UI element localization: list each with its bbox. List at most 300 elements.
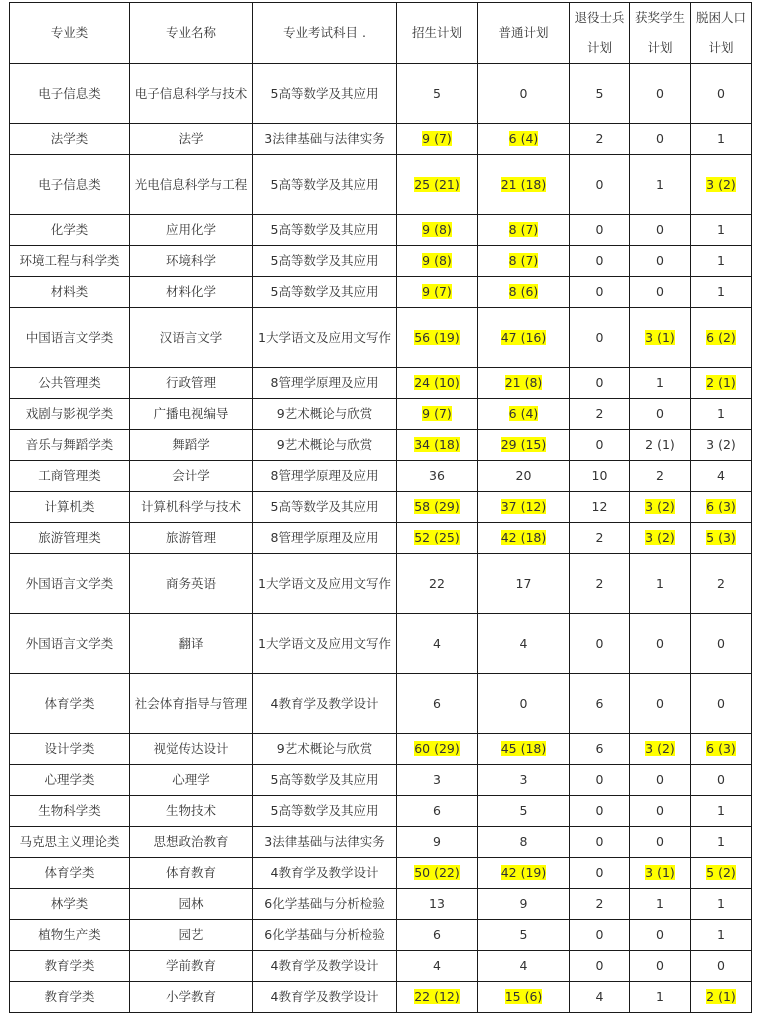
- cell-category: [10, 461, 130, 492]
- cell-total-plan-text: 13: [429, 896, 445, 911]
- cell-normal-plan-text: 6 (4): [508, 131, 539, 146]
- cell-poverty-plan: [691, 308, 752, 368]
- cell-award-plan-text: 3 (2): [645, 530, 675, 545]
- cell-poverty-plan-text: 0: [717, 635, 725, 651]
- cell-veteran-plan: [570, 155, 630, 215]
- table-row: [10, 796, 752, 827]
- cell-veteran-plan: [570, 674, 630, 734]
- cell-normal-plan: [478, 277, 570, 308]
- cell-poverty-plan: [691, 399, 752, 430]
- cell-category: [10, 523, 130, 554]
- table-body: [10, 64, 752, 1013]
- cell-major: [130, 889, 253, 920]
- cell-subject-text: 8管理学原理及应用: [270, 375, 379, 390]
- cell-subject: [253, 215, 397, 246]
- table-row: [10, 64, 752, 124]
- cell-category-text: 体育学类: [44, 865, 95, 880]
- header-row: [10, 3, 752, 64]
- cell-award-plan: [630, 951, 691, 982]
- cell-award-plan: [630, 461, 691, 492]
- cell-subject-text: 4教育学及教学设计: [270, 989, 379, 1004]
- cell-category-text: 戏剧与影视学类: [25, 406, 114, 421]
- cell-major: [130, 492, 253, 523]
- cell-normal-plan-text: 42 (18): [500, 530, 547, 545]
- cell-total-plan-text: 50 (22): [414, 865, 460, 880]
- cell-major: [130, 674, 253, 734]
- cell-award-plan-text: 3 (2): [645, 499, 675, 514]
- cell-category: [10, 765, 130, 796]
- cell-poverty-plan-text: 0: [717, 772, 725, 787]
- cell-major-text: 舞蹈学: [172, 437, 210, 452]
- cell-subject: [253, 827, 397, 858]
- cell-award-plan: [630, 399, 691, 430]
- cell-normal-plan-text: 17: [515, 575, 532, 591]
- cell-category-text: 电子信息类: [38, 85, 101, 101]
- cell-major: [130, 155, 253, 215]
- cell-poverty-plan-text: 0: [717, 85, 725, 101]
- cell-normal-plan: [478, 920, 570, 951]
- cell-subject: [253, 308, 397, 368]
- cell-veteran-plan-text: 0: [595, 375, 604, 390]
- cell-poverty-plan-text: 3 (2): [706, 437, 736, 452]
- table-row: [10, 430, 752, 461]
- cell-total-plan: [397, 64, 478, 124]
- cell-veteran-plan-text: 12: [591, 499, 608, 514]
- cell-normal-plan: [478, 982, 570, 1013]
- cell-total-plan-text: 9 (8): [422, 222, 452, 237]
- cell-major-text: 商务英语: [165, 575, 216, 591]
- cell-award-plan-text: 3 (1): [645, 329, 675, 345]
- cell-veteran-plan-text: 0: [595, 284, 604, 299]
- cell-normal-plan: [478, 492, 570, 523]
- cell-award-plan-text: 0: [656, 695, 664, 711]
- table-row: [10, 554, 752, 614]
- cell-veteran-plan: [570, 368, 630, 399]
- cell-subject-text: 5高等数学及其应用: [270, 772, 379, 787]
- cell-total-plan-text: 9 (7): [422, 406, 452, 421]
- cell-subject-text: 5高等数学及其应用: [270, 176, 379, 192]
- cell-subject: [253, 399, 397, 430]
- cell-award-plan-text: 3 (1): [645, 865, 675, 880]
- cell-veteran-plan-text: 0: [595, 958, 604, 973]
- cell-major: [130, 308, 253, 368]
- cell-veteran-plan-text: 2: [595, 530, 604, 545]
- cell-major-text: 园艺: [178, 927, 204, 942]
- header-major: 专业名称: [130, 3, 253, 64]
- cell-total-plan: [397, 920, 478, 951]
- cell-award-plan-text: 1: [656, 896, 664, 911]
- cell-veteran-plan: [570, 399, 630, 430]
- cell-normal-plan-text: 8 (6): [508, 284, 539, 299]
- cell-category: [10, 951, 130, 982]
- table-row: [10, 155, 752, 215]
- cell-category: [10, 554, 130, 614]
- cell-major-text: 会计学: [172, 468, 210, 483]
- cell-subject-text: 8管理学原理及应用: [270, 530, 379, 545]
- cell-poverty-plan: [691, 277, 752, 308]
- cell-award-plan: [630, 765, 691, 796]
- cell-veteran-plan-text: 2: [595, 406, 604, 421]
- cell-normal-plan-text: 21 (18): [500, 176, 547, 192]
- cell-award-plan: [630, 554, 691, 614]
- cell-category-text: 工商管理类: [38, 468, 101, 483]
- cell-total-plan-text: 3: [433, 772, 441, 787]
- cell-normal-plan: [478, 64, 570, 124]
- cell-poverty-plan: [691, 614, 752, 674]
- cell-total-plan-text: 6: [433, 803, 441, 818]
- cell-award-plan-text: 1: [656, 989, 664, 1004]
- cell-subject-text: 4教育学及教学设计: [270, 958, 379, 973]
- cell-normal-plan-text: 47 (16): [500, 329, 547, 345]
- cell-total-plan: [397, 889, 478, 920]
- cell-veteran-plan-text: 10: [591, 468, 608, 483]
- cell-award-plan: [630, 155, 691, 215]
- table-row: [10, 951, 752, 982]
- cell-total-plan: [397, 982, 478, 1013]
- cell-normal-plan-text: 5: [519, 927, 528, 942]
- cell-major: [130, 277, 253, 308]
- cell-award-plan-text: 0: [656, 406, 664, 421]
- cell-normal-plan-text: 8 (7): [508, 222, 539, 237]
- table-row: [10, 308, 752, 368]
- cell-award-plan: [630, 734, 691, 765]
- cell-subject-text: 8管理学原理及应用: [270, 468, 379, 483]
- cell-subject-text: 6化学基础与分析检验: [264, 927, 385, 942]
- cell-total-plan: [397, 368, 478, 399]
- cell-major: [130, 554, 253, 614]
- cell-veteran-plan: [570, 951, 630, 982]
- cell-major: [130, 614, 253, 674]
- cell-award-plan-text: 0: [656, 635, 664, 651]
- cell-major: [130, 920, 253, 951]
- cell-subject-text: 5高等数学及其应用: [270, 253, 379, 268]
- cell-major-text: 心理学: [172, 772, 210, 787]
- cell-veteran-plan-text: 0: [595, 772, 604, 787]
- cell-category: [10, 430, 130, 461]
- cell-category-text: 公共管理类: [38, 375, 101, 390]
- cell-veteran-plan: [570, 430, 630, 461]
- cell-poverty-plan: [691, 523, 752, 554]
- cell-normal-plan-text: 8: [519, 834, 528, 849]
- cell-veteran-plan-text: 0: [595, 437, 604, 452]
- cell-veteran-plan: [570, 554, 630, 614]
- cell-normal-plan-text: 8 (7): [508, 253, 539, 268]
- cell-subject: [253, 523, 397, 554]
- cell-category: [10, 368, 130, 399]
- cell-major: [130, 858, 253, 889]
- cell-total-plan: [397, 765, 478, 796]
- cell-total-plan-text: 25 (21): [414, 176, 460, 192]
- cell-normal-plan: [478, 430, 570, 461]
- cell-total-plan: [397, 674, 478, 734]
- cell-category-text: 音乐与舞蹈学类: [25, 437, 114, 452]
- cell-veteran-plan: [570, 920, 630, 951]
- cell-subject: [253, 674, 397, 734]
- cell-poverty-plan: [691, 827, 752, 858]
- cell-normal-plan-text: 4: [519, 635, 528, 651]
- cell-normal-plan: [478, 215, 570, 246]
- cell-poverty-plan-text: 2 (1): [706, 375, 736, 390]
- cell-total-plan: [397, 554, 478, 614]
- cell-subject: [253, 796, 397, 827]
- cell-veteran-plan: [570, 889, 630, 920]
- header-subject: 专业考试科目 .: [253, 3, 397, 64]
- cell-major: [130, 827, 253, 858]
- cell-veteran-plan-text: 0: [595, 927, 604, 942]
- cell-poverty-plan: [691, 124, 752, 155]
- cell-total-plan: [397, 492, 478, 523]
- cell-total-plan-text: 9 (8): [422, 253, 452, 268]
- cell-award-plan-text: 2: [656, 468, 664, 483]
- cell-veteran-plan: [570, 982, 630, 1013]
- cell-normal-plan-text: 3: [519, 772, 528, 787]
- cell-poverty-plan: [691, 920, 752, 951]
- cell-total-plan: [397, 277, 478, 308]
- cell-subject: [253, 920, 397, 951]
- cell-poverty-plan-text: 0: [717, 695, 725, 711]
- cell-normal-plan-text: 29 (15): [500, 437, 547, 452]
- cell-award-plan-text: 1: [656, 575, 664, 591]
- cell-veteran-plan-text: 5: [595, 85, 604, 101]
- cell-normal-plan: [478, 889, 570, 920]
- cell-major-text: 体育教育: [165, 865, 216, 880]
- cell-poverty-plan-text: 6 (3): [706, 499, 736, 514]
- cell-normal-plan: [478, 674, 570, 734]
- cell-subject: [253, 277, 397, 308]
- cell-award-plan-text: 0: [656, 803, 664, 818]
- table-row: [10, 368, 752, 399]
- cell-total-plan: [397, 796, 478, 827]
- cell-subject-text: 6化学基础与分析检验: [264, 896, 385, 911]
- cell-total-plan-text: 4: [433, 635, 441, 651]
- header-veteran-plan: 退役士兵计划: [570, 3, 630, 64]
- cell-major: [130, 982, 253, 1013]
- cell-veteran-plan: [570, 492, 630, 523]
- cell-award-plan: [630, 796, 691, 827]
- header-category: 专业类: [10, 3, 130, 64]
- cell-award-plan: [630, 215, 691, 246]
- cell-normal-plan: [478, 399, 570, 430]
- cell-award-plan-text: 0: [656, 927, 664, 942]
- header-poverty-plan: 脱困人口计划: [691, 3, 752, 64]
- cell-poverty-plan: [691, 554, 752, 614]
- cell-subject: [253, 246, 397, 277]
- cell-veteran-plan: [570, 796, 630, 827]
- cell-normal-plan-text: 21 (8): [504, 375, 543, 390]
- cell-category: [10, 277, 130, 308]
- cell-veteran-plan-text: 2: [595, 575, 604, 591]
- table-row: [10, 492, 752, 523]
- table-row: [10, 827, 752, 858]
- table-row: [10, 124, 752, 155]
- cell-normal-plan-text: 45 (18): [500, 741, 547, 756]
- cell-subject-text: 3法律基础与法律实务: [264, 131, 385, 146]
- cell-veteran-plan-text: 0: [595, 176, 604, 192]
- table-row: [10, 982, 752, 1013]
- cell-major-text: 思想政治教育: [153, 834, 229, 849]
- cell-total-plan: [397, 155, 478, 215]
- table-row: [10, 674, 752, 734]
- cell-subject: [253, 155, 397, 215]
- cell-category: [10, 734, 130, 765]
- cell-award-plan: [630, 920, 691, 951]
- cell-total-plan-text: 36: [429, 468, 445, 483]
- cell-category: [10, 827, 130, 858]
- cell-poverty-plan: [691, 492, 752, 523]
- cell-subject: [253, 368, 397, 399]
- cell-veteran-plan-text: 6: [595, 695, 604, 711]
- cell-total-plan: [397, 308, 478, 368]
- table-row: [10, 461, 752, 492]
- cell-subject: [253, 982, 397, 1013]
- cell-major-text: 小学教育: [165, 989, 216, 1004]
- cell-award-plan-text: 2 (1): [645, 437, 675, 452]
- cell-total-plan-text: 22: [429, 575, 445, 591]
- cell-normal-plan-text: 42 (19): [500, 865, 547, 880]
- cell-subject: [253, 765, 397, 796]
- cell-subject-text: 1大学语文及应用文写作: [258, 575, 391, 591]
- cell-poverty-plan: [691, 430, 752, 461]
- cell-poverty-plan: [691, 674, 752, 734]
- cell-total-plan: [397, 827, 478, 858]
- cell-normal-plan-text: 20: [515, 468, 532, 483]
- cell-award-plan: [630, 858, 691, 889]
- cell-poverty-plan-text: 1: [717, 406, 725, 421]
- cell-normal-plan-text: 15 (6): [504, 989, 543, 1004]
- cell-normal-plan: [478, 155, 570, 215]
- cell-major: [130, 765, 253, 796]
- table-row: [10, 277, 752, 308]
- cell-total-plan-text: 22 (12): [414, 989, 460, 1004]
- cell-total-plan: [397, 430, 478, 461]
- cell-veteran-plan-text: 0: [595, 803, 604, 818]
- cell-poverty-plan-text: 1: [717, 222, 725, 237]
- cell-award-plan: [630, 430, 691, 461]
- cell-total-plan: [397, 461, 478, 492]
- cell-major-text: 环境科学: [165, 253, 216, 268]
- cell-veteran-plan-text: 0: [595, 635, 604, 651]
- cell-veteran-plan-text: 0: [595, 329, 604, 345]
- cell-veteran-plan: [570, 523, 630, 554]
- cell-subject: [253, 858, 397, 889]
- table-row: [10, 889, 752, 920]
- cell-category-text: 旅游管理类: [38, 530, 101, 545]
- cell-category-text: 生物科学类: [38, 803, 101, 818]
- cell-normal-plan: [478, 124, 570, 155]
- cell-subject: [253, 734, 397, 765]
- cell-poverty-plan: [691, 982, 752, 1013]
- cell-normal-plan: [478, 796, 570, 827]
- cell-total-plan-text: 6: [433, 927, 441, 942]
- cell-poverty-plan-text: 1: [717, 284, 725, 299]
- cell-award-plan: [630, 982, 691, 1013]
- cell-subject-text: 3法律基础与法律实务: [264, 834, 385, 849]
- cell-subject: [253, 461, 397, 492]
- header-award-plan: 获奖学生计划: [630, 3, 691, 64]
- table-row: [10, 399, 752, 430]
- cell-award-plan: [630, 124, 691, 155]
- cell-poverty-plan-text: 1: [717, 896, 725, 911]
- cell-category-text: 设计学类: [44, 741, 95, 756]
- cell-subject: [253, 614, 397, 674]
- cell-veteran-plan-text: 0: [595, 222, 604, 237]
- cell-major-text: 计算机科学与技术: [140, 499, 241, 514]
- cell-major-text: 光电信息科学与工程: [134, 176, 248, 192]
- cell-award-plan-text: 3 (2): [645, 741, 675, 756]
- enrollment-plan-table: [9, 2, 752, 1013]
- cell-poverty-plan: [691, 765, 752, 796]
- cell-total-plan: [397, 734, 478, 765]
- cell-total-plan-text: 4: [433, 958, 441, 973]
- table-row: [10, 920, 752, 951]
- cell-poverty-plan: [691, 155, 752, 215]
- cell-poverty-plan-text: 1: [717, 131, 725, 146]
- cell-category: [10, 920, 130, 951]
- cell-normal-plan-text: 5: [519, 803, 528, 818]
- cell-total-plan-text: 9 (7): [422, 131, 452, 146]
- cell-poverty-plan: [691, 246, 752, 277]
- cell-normal-plan: [478, 523, 570, 554]
- cell-category-text: 材料类: [50, 284, 89, 299]
- cell-total-plan: [397, 215, 478, 246]
- cell-award-plan: [630, 368, 691, 399]
- cell-category: [10, 399, 130, 430]
- cell-poverty-plan: [691, 796, 752, 827]
- header-normal-plan: 普通计划: [478, 3, 570, 64]
- cell-category-text: 体育学类: [44, 695, 95, 711]
- cell-total-plan-text: 9 (7): [422, 284, 452, 299]
- cell-normal-plan-text: 9: [519, 896, 528, 911]
- cell-major-text: 行政管理: [165, 375, 216, 390]
- cell-poverty-plan-text: 0: [717, 958, 725, 973]
- cell-category-text: 电子信息类: [38, 176, 101, 192]
- cell-poverty-plan-text: 1: [717, 803, 725, 818]
- cell-award-plan-text: 0: [656, 772, 664, 787]
- cell-major-text: 电子信息科学与技术: [134, 85, 248, 101]
- cell-major-text: 广播电视编导: [153, 406, 229, 421]
- cell-major-text: 生物技术: [165, 803, 216, 818]
- cell-category-text: 林学类: [50, 896, 89, 911]
- cell-normal-plan: [478, 461, 570, 492]
- cell-normal-plan-text: 37 (12): [500, 499, 547, 514]
- cell-poverty-plan-text: 2: [717, 575, 725, 591]
- cell-subject-text: 1大学语文及应用文写作: [258, 329, 391, 345]
- cell-category: [10, 889, 130, 920]
- cell-poverty-plan-text: 1: [717, 253, 725, 268]
- cell-total-plan-text: 24 (10): [414, 375, 460, 390]
- cell-subject-text: 9艺术概论与欣赏: [276, 741, 373, 756]
- cell-total-plan-text: 34 (18): [414, 437, 460, 452]
- table-row: [10, 614, 752, 674]
- cell-award-plan-text: 0: [656, 834, 664, 849]
- cell-category-text: 法学类: [50, 131, 89, 146]
- header-total-plan: 招生计划: [397, 3, 478, 64]
- cell-poverty-plan-text: 6 (3): [706, 741, 736, 756]
- cell-poverty-plan-text: 3 (2): [706, 176, 736, 192]
- cell-poverty-plan-text: 5 (3): [706, 530, 736, 545]
- cell-subject-text: 5高等数学及其应用: [270, 85, 379, 101]
- enrollment-plan-table-container: [9, 2, 752, 1013]
- cell-award-plan-text: 0: [656, 253, 664, 268]
- cell-subject: [253, 64, 397, 124]
- cell-award-plan-text: 0: [656, 958, 664, 973]
- cell-veteran-plan-text: 4: [595, 989, 604, 1004]
- cell-award-plan: [630, 492, 691, 523]
- cell-total-plan: [397, 399, 478, 430]
- cell-poverty-plan: [691, 64, 752, 124]
- cell-category: [10, 492, 130, 523]
- cell-subject: [253, 124, 397, 155]
